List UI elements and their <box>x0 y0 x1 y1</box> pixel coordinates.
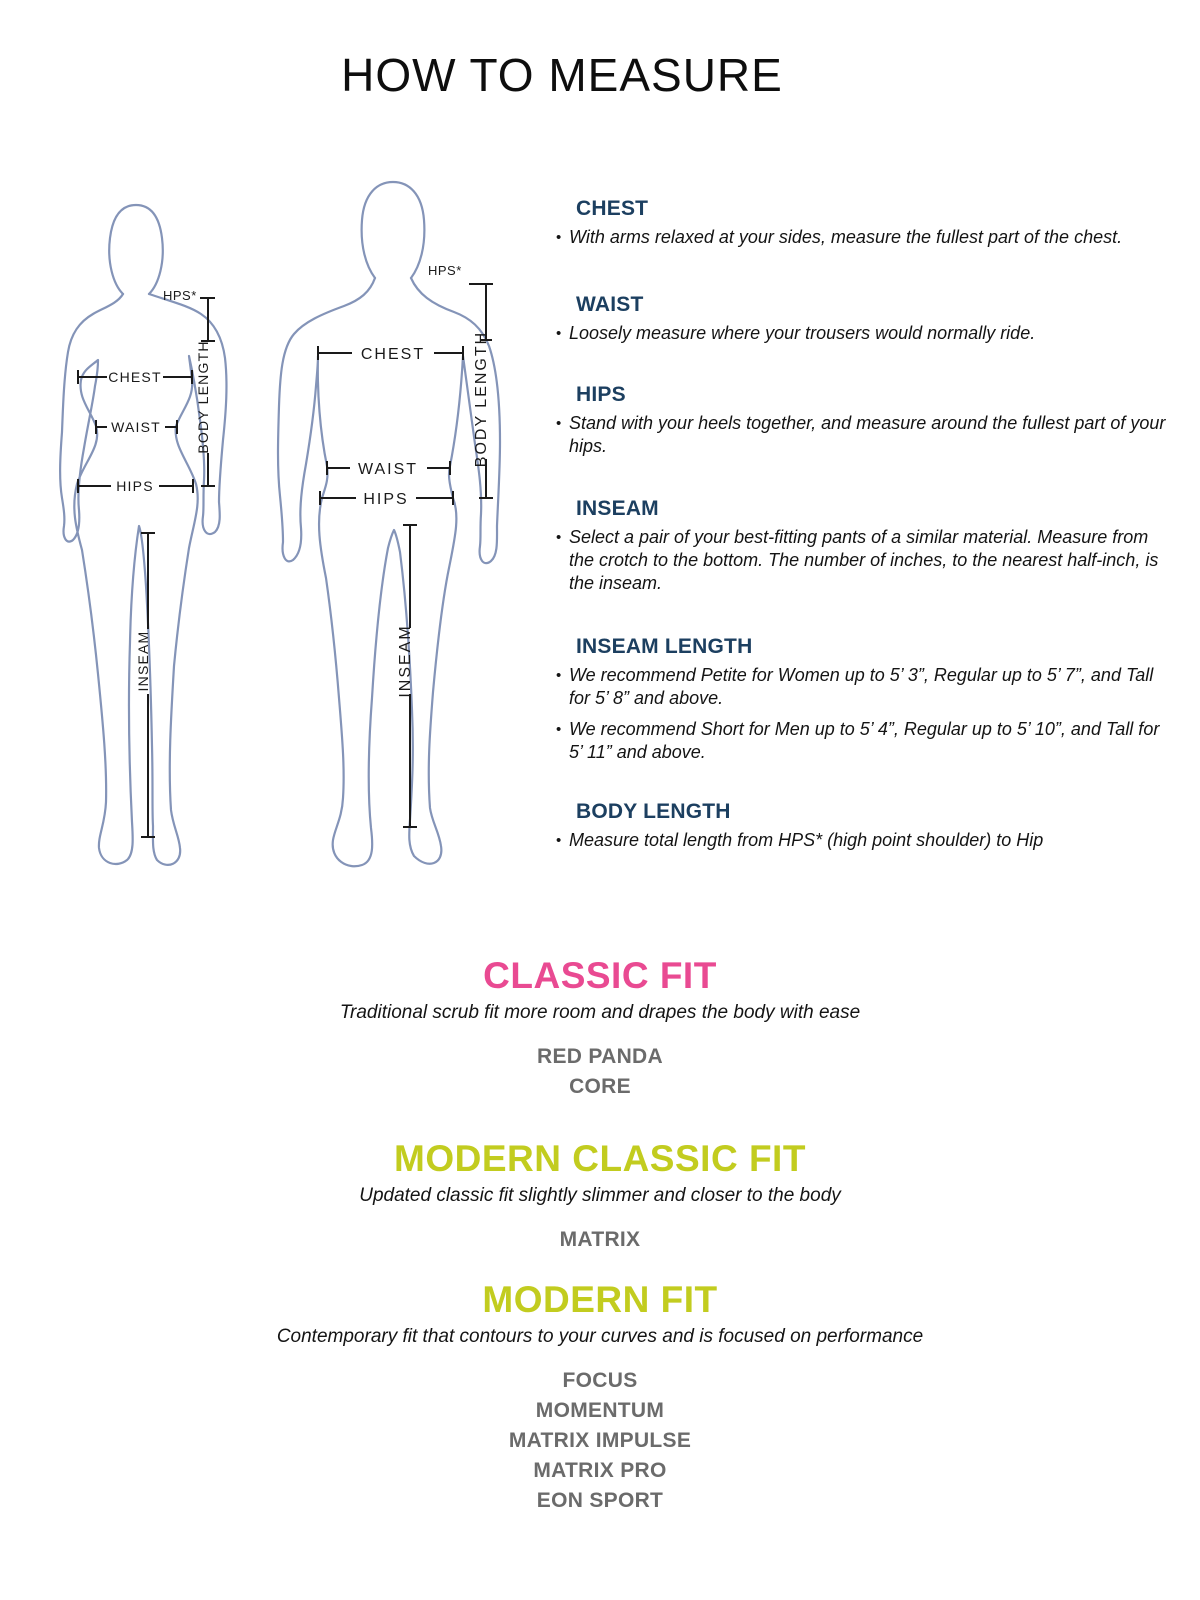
section-hips <box>556 383 1168 458</box>
fit-section-modern-classic <box>0 1139 1200 1255</box>
section-body-length-heading: BODY LENGTH <box>576 800 731 823</box>
male-body-outline <box>278 278 500 866</box>
product-name: MATRIX IMPULSE <box>508 1429 692 1452</box>
fit-modern-classic-products <box>0 1225 1200 1255</box>
female-figure-diagram <box>55 196 250 881</box>
page-title: HOW TO MEASURE <box>341 49 783 101</box>
section-inseam-length <box>556 635 1168 764</box>
section-inseam-bullet <box>556 526 1168 595</box>
fit-modern-classic-description: Updated classic fit slightly slimmer and closer to the body <box>359 1185 841 1206</box>
section-inseam-heading: INSEAM <box>576 497 659 520</box>
fit-section-modern <box>0 1280 1200 1516</box>
product-name: EON SPORT <box>536 1489 664 1512</box>
male-chest-label: CHEST <box>360 346 426 363</box>
product-name: MOMENTUM <box>535 1399 665 1422</box>
female-chest-label: CHEST <box>108 369 162 385</box>
product-name: MATRIX <box>559 1228 641 1251</box>
section-inseam-length-bullet-women <box>556 664 1168 710</box>
bullet-text: Stand with your heels together, and measure around the fullest part of your hips. <box>569 413 1166 456</box>
fit-modern-classic-heading: MODERN CLASSIC FIT <box>394 1138 806 1179</box>
female-body-length-label: BODY LENGTH <box>195 340 211 454</box>
section-body-length-bullet <box>556 829 1168 852</box>
male-hips-label: HIPS <box>363 491 409 508</box>
male-head-outline <box>362 182 425 278</box>
section-hips-bullet <box>556 412 1168 458</box>
product-name: CORE <box>569 1075 631 1098</box>
bullet-dot: • <box>556 415 562 432</box>
fit-classic-description: Traditional scrub fit more room and drapes the body with ease <box>339 1002 861 1023</box>
product-name: MATRIX PRO <box>533 1459 667 1482</box>
section-chest-bullet <box>556 226 1168 249</box>
bullet-dot: • <box>556 832 562 849</box>
section-waist-heading: WAIST <box>576 293 644 316</box>
female-inseam-label: INSEAM <box>135 630 151 692</box>
bullet-text: Select a pair of your best-fitting pants of a similar material. Measure from the crotch to the bottom. The number of inches, to the nearest half-inch, is the inseam. <box>569 527 1159 593</box>
bullet-text: Measure total length from HPS* (high point shoulder) to Hip <box>569 830 1044 850</box>
bullet-text: We recommend Petite for Women up to 5’ 3”, Regular up to 5’ 7”, and Tall for 5’ 8” and above. <box>569 665 1154 708</box>
fit-classic-heading: CLASSIC FIT <box>483 955 717 996</box>
male-hps-label: HPS* <box>428 263 462 278</box>
male-waist-label: WAIST <box>357 461 419 478</box>
section-waist-bullet <box>556 322 1168 345</box>
section-inseam <box>556 497 1168 595</box>
bullet-dot: • <box>556 325 562 342</box>
bullet-text: Loosely measure where your trousers would normally ride. <box>569 323 1036 343</box>
fit-section-classic <box>0 956 1200 1102</box>
product-name: RED PANDA <box>537 1045 663 1068</box>
fit-modern-heading: MODERN FIT <box>482 1279 718 1320</box>
female-head-outline <box>109 205 163 294</box>
bullet-dot: • <box>556 529 562 546</box>
section-chest <box>556 197 1168 249</box>
section-inseam-length-heading: INSEAM LENGTH <box>576 635 753 658</box>
bullet-dot: • <box>556 667 562 684</box>
female-hps-label: HPS* <box>163 288 197 303</box>
section-inseam-length-bullet-men <box>556 718 1168 764</box>
bullet-text: We recommend Short for Men up to 5’ 4”, Regular up to 5’ 10”, and Tall for 5’ 11” and above. <box>569 719 1160 762</box>
section-waist <box>556 293 1168 345</box>
male-figure-diagram <box>272 170 507 880</box>
fit-modern-products <box>0 1366 1200 1516</box>
section-body-length <box>556 800 1168 852</box>
product-name: FOCUS <box>562 1369 638 1392</box>
section-hips-heading: HIPS <box>576 383 626 406</box>
bullet-dot: • <box>556 721 562 738</box>
male-body-length-label: BODY LENGTH <box>473 330 490 468</box>
section-chest-heading: CHEST <box>576 197 649 220</box>
fit-classic-products <box>0 1042 1200 1102</box>
bullet-text: With arms relaxed at your sides, measure the fullest part of the chest. <box>569 227 1123 247</box>
female-hips-label: HIPS <box>116 478 154 494</box>
fit-modern-description: Contemporary fit that contours to your curves and is focused on performance <box>276 1326 924 1347</box>
female-waist-label: WAIST <box>111 419 161 435</box>
bullet-dot: • <box>556 229 562 246</box>
male-inseam-label: INSEAM <box>397 624 414 698</box>
